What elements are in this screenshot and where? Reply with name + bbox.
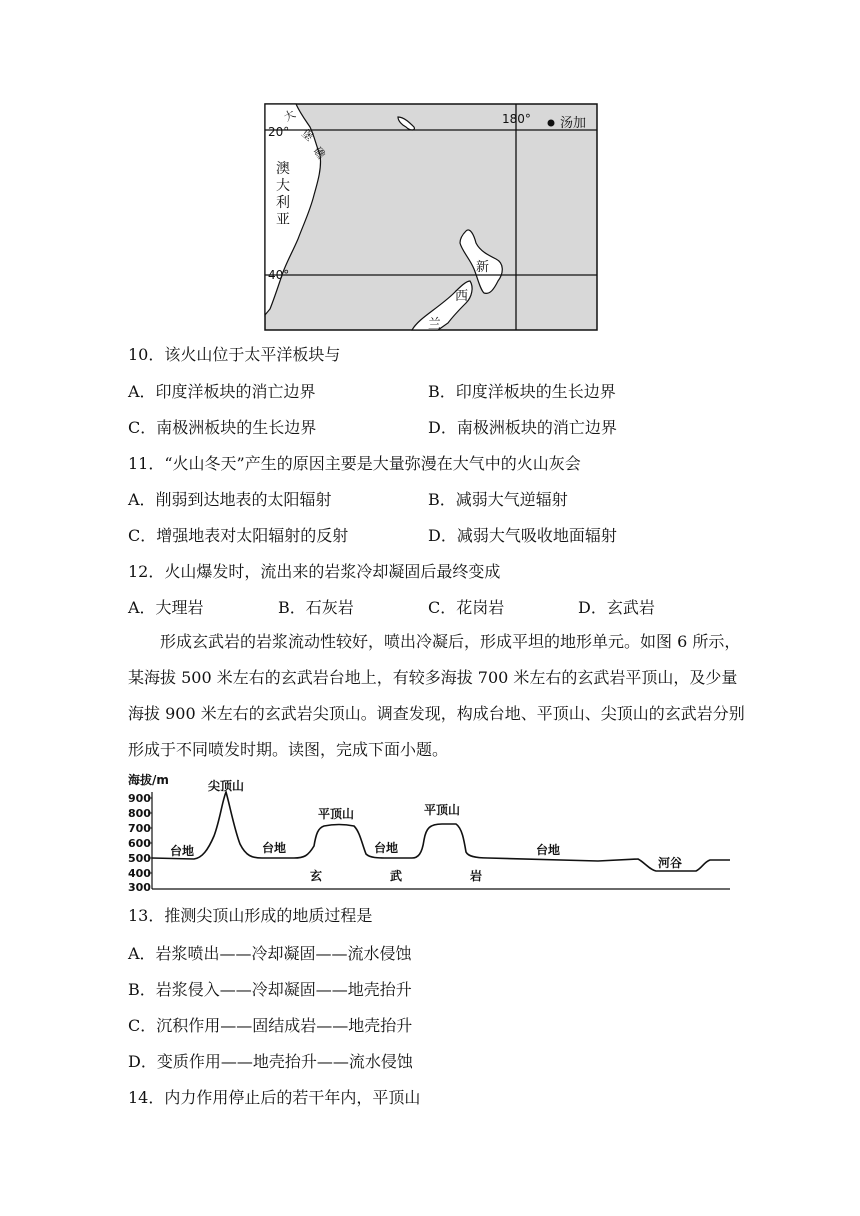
australia-label-2: 大 <box>276 178 290 194</box>
q12-option-a[interactable]: A．大理岩 <box>128 598 204 617</box>
q12-option-c[interactable]: C．花岗岩 <box>428 598 505 617</box>
q13-stem: 13．推测尖顶山形成的地质过程是 <box>128 906 373 925</box>
label-peak: 尖顶山 <box>208 779 245 793</box>
label-basalt-2: 武 <box>390 869 403 883</box>
profile-yticks <box>128 792 151 892</box>
q13-option-c[interactable]: C．沉积作用——固结成岩——地壳抬升 <box>128 1016 413 1035</box>
label-basalt-3: 岩 <box>470 869 483 883</box>
ytick-800: 800 <box>128 807 151 820</box>
australia-label-1: 澳 <box>276 161 290 177</box>
q10-option-b[interactable]: B．印度洋板块的生长边界 <box>428 382 616 401</box>
q10-option-c[interactable]: C．南极洲板块的生长边界 <box>128 418 317 437</box>
ytick-400: 400 <box>128 867 151 880</box>
ytick-900: 900 <box>128 792 151 805</box>
tonga-dot <box>548 120 555 127</box>
label-basalt-1: 玄 <box>310 869 323 883</box>
q14-stem: 14．内力作用停止后的若干年内，平顶山 <box>128 1088 421 1107</box>
ytick-500: 500 <box>128 852 151 865</box>
q13-option-a[interactable]: A．岩浆喷出——冷却凝固——流水侵蚀 <box>128 944 412 963</box>
nz-label-3: 兰 <box>428 317 442 331</box>
q12-option-d[interactable]: D．玄武岩 <box>578 598 655 617</box>
ytick-600: 600 <box>128 837 151 850</box>
q12-stem: 12．火山爆发时，流出来的岩浆冷却凝固后最终变成 <box>128 562 501 581</box>
coast-label-3: 礁 <box>310 144 328 162</box>
label-mesa-1: 平顶山 <box>318 807 355 821</box>
nz-label-1: 新 <box>476 260 490 275</box>
profile-ylabel: 海拔/m <box>128 773 169 787</box>
map-figure <box>264 103 598 331</box>
lon-180-label: 180° <box>502 112 531 126</box>
label-plateau-4: 台地 <box>536 843 561 857</box>
coast-label-1: 大 <box>281 107 298 125</box>
q11-option-b[interactable]: B．减弱大气逆辐射 <box>428 490 568 509</box>
lat-40-label: 40° <box>268 268 290 282</box>
ytick-300: 300 <box>128 881 151 892</box>
label-mesa-2: 平顶山 <box>424 803 461 817</box>
q10-option-d[interactable]: D．南极洲板块的消亡边界 <box>428 418 617 437</box>
profile-figure <box>128 770 732 892</box>
q12-option-b[interactable]: B．石灰岩 <box>278 598 354 617</box>
australia-label-4: 亚 <box>276 212 290 228</box>
coast-label-2: 堡 <box>298 126 316 144</box>
q11-option-d[interactable]: D．减弱大气吸收地面辐射 <box>428 526 617 545</box>
tonga-label: 汤加 <box>560 116 587 131</box>
q11-option-c[interactable]: C．增强地表对太阳辐射的反射 <box>128 526 349 545</box>
q10-stem: 10．该火山位于太平洋板块与 <box>128 345 341 364</box>
q10-option-a[interactable]: A．印度洋板块的消亡边界 <box>128 382 316 401</box>
ytick-700: 700 <box>128 822 151 835</box>
label-plateau-2: 台地 <box>262 841 287 855</box>
q13-option-d[interactable]: D．变质作用——地壳抬升——流水侵蚀 <box>128 1052 413 1071</box>
label-plateau-3: 台地 <box>374 841 399 855</box>
label-valley: 河谷 <box>658 856 683 870</box>
q11-option-a[interactable]: A．削弱到达地表的太阳辐射 <box>128 490 332 509</box>
australia-label-3: 利 <box>276 195 290 211</box>
passage-text: 形成玄武岩的岩浆流动性较好，喷出冷凝后，形成平坦的地形单元。如图 6 所示，某海拔 500 米左右的玄武岩台地上，有较多海拔 700 米左右的玄武岩平顶山，及少量海拔 900 米左右的玄武岩尖顶山。调查发现，构成台地、平顶山、尖顶山的玄武岩分别形成于不同喷发时期。读图，完成下面小题。 <box>128 632 745 759</box>
label-plateau-1: 台地 <box>170 844 195 858</box>
q13-option-b[interactable]: B．岩浆侵入——冷却凝固——地壳抬升 <box>128 980 412 999</box>
nz-label-2: 西 <box>455 289 469 304</box>
lat-20-label: 20° <box>268 125 290 139</box>
passage-paragraph <box>128 624 748 768</box>
q11-stem: 11．“火山冬天”产生的原因主要是大量弥漫在大气中的火山灰会 <box>128 454 581 473</box>
